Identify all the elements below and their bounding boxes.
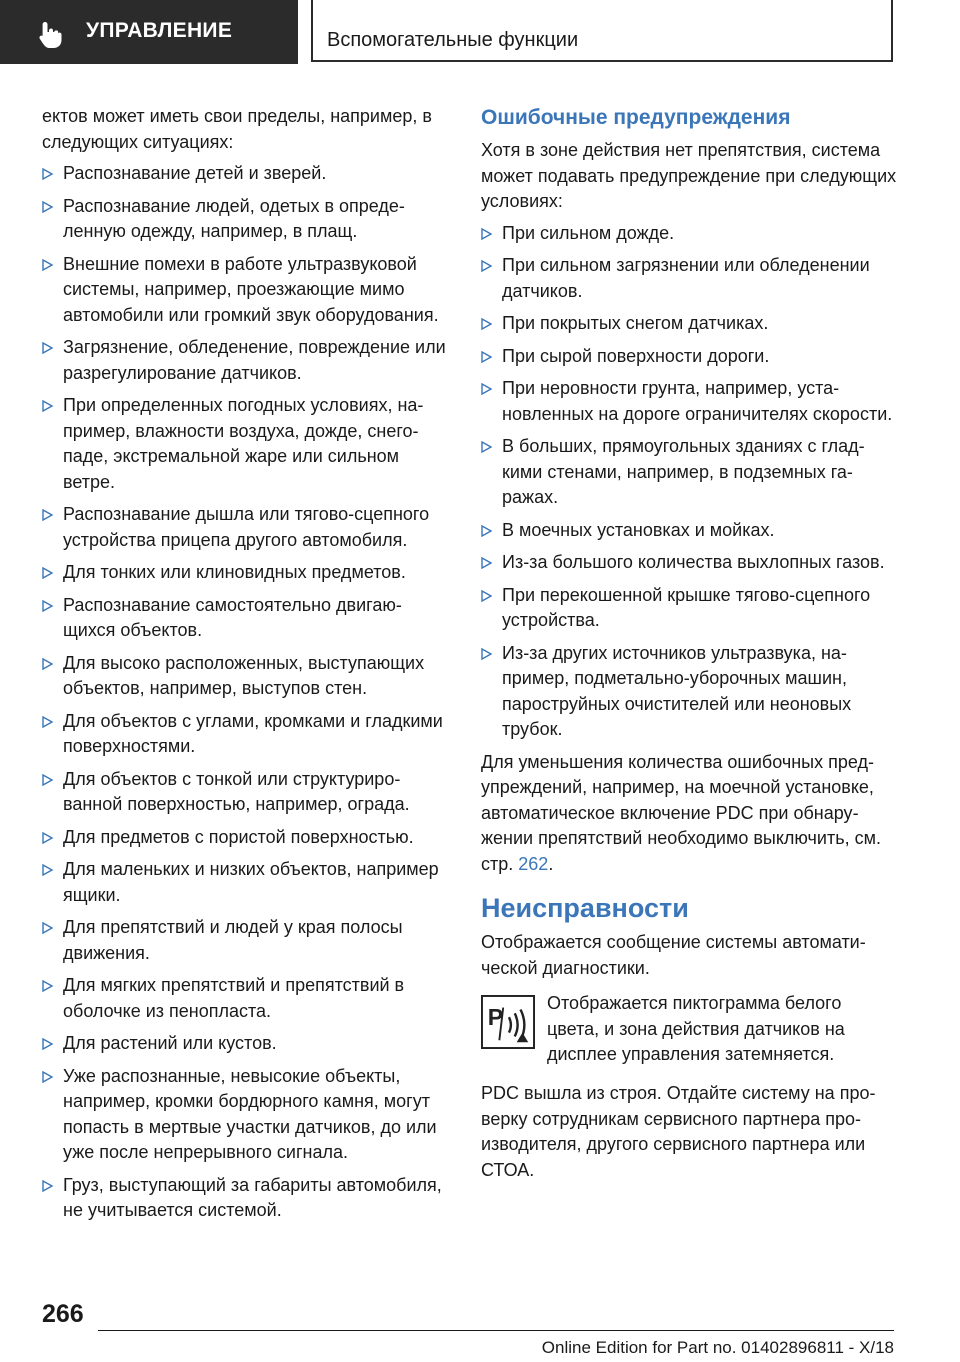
list-item: [481, 518, 897, 544]
pdc-failure-paragraph: PDC вышла из строя. Отдайте систему на проверку сотрудникам сервисного партнера производителя, другого сервисного партнера или СТОА.: [481, 1083, 876, 1180]
page-number: 266: [42, 1300, 84, 1328]
list-item-text: Для предметов с пористой поверхностью.: [63, 826, 414, 847]
triangle-bullet-icon: [42, 1180, 53, 1192]
list-item: [481, 583, 897, 634]
list-item-text: При сырой поверхности дороги.: [502, 345, 770, 366]
triangle-bullet-icon: [42, 600, 53, 612]
pdc-parking-sensor-icon: [481, 995, 535, 1049]
section-tab: [0, 0, 298, 64]
list-item-text: При неровности грунта, например, установленных на дороге ограничителях скорости.: [502, 378, 893, 424]
right-intro: Хотя в зоне действия нет препятствия, система может подавать предупреждение при следующих условиях:: [481, 140, 897, 211]
triangle-bullet-icon: [42, 774, 53, 786]
svg-text:P: P: [487, 1003, 504, 1030]
triangle-bullet-icon: [42, 201, 53, 213]
malfunction-intro: Отображается сообщение системы автоматической диагностики.: [481, 932, 866, 978]
triangle-bullet-icon: [42, 567, 53, 579]
triangle-bullet-icon: [481, 383, 492, 395]
list-item-text: Для объектов с тонкой или структурированной поверхностью, например, ограда.: [63, 768, 410, 814]
list-item: [481, 641, 897, 743]
list-item-text: Для растений или кустов.: [63, 1033, 277, 1053]
footer-divider: [98, 1330, 894, 1331]
list-item-text: Распознавание детей и зверей.: [63, 163, 327, 183]
list-item: [481, 376, 897, 427]
subsection-title: Вспомогательные функции: [327, 29, 579, 51]
list-item: [42, 973, 448, 1024]
pdc-reduce-paragraph: [481, 750, 897, 878]
right-column: [481, 104, 897, 1189]
triangle-bullet-icon: [42, 342, 53, 354]
left-intro: ектов может иметь свои пределы, например, в следующих ситуациях:: [42, 106, 432, 152]
list-item-text: Груз, выступающий за габариты автомобиля, не учитывается системой.: [63, 1174, 442, 1220]
triangle-bullet-icon: [481, 228, 492, 240]
heading-false-warnings: Ошибочные предупреждения: [481, 106, 791, 129]
list-item: [42, 593, 448, 644]
list-item: [42, 161, 448, 187]
triangle-bullet-icon: [481, 351, 492, 363]
list-item-text: При покрытых снегом датчиках.: [502, 313, 769, 333]
page-header: [0, 0, 960, 66]
left-column: [42, 104, 448, 1231]
triangle-bullet-icon: [481, 648, 492, 660]
list-item: [481, 311, 897, 337]
page-link[interactable]: 262: [518, 853, 549, 874]
list-item: [481, 344, 897, 370]
list-item-text: При сильном дожде.: [502, 222, 675, 243]
triangle-bullet-icon: [481, 318, 492, 330]
triangle-bullet-icon: [42, 864, 53, 876]
list-item: [42, 252, 448, 329]
list-item-text: При определенных погодных условиях, например, влажности воздуха, дожде, снегопаде, экстремальной жаре или сильном ветре.: [63, 395, 424, 492]
list-item: [42, 194, 448, 245]
triangle-bullet-icon: [481, 525, 492, 537]
left-bullet-list: [42, 161, 448, 1224]
list-item: [42, 1173, 448, 1224]
triangle-bullet-icon: [481, 441, 492, 453]
list-item: [481, 434, 897, 511]
list-item: [42, 651, 448, 702]
list-item-text: Уже распознанные, невысокие объекты, например, кромки бордюрного камня, могут попасть в мертвые участки датчиков, до или уже после непрерывного сигнала.: [63, 1065, 437, 1162]
triangle-bullet-icon: [42, 658, 53, 670]
heading-malfunctions: Неисправности: [481, 893, 689, 923]
list-item: [481, 253, 897, 304]
list-item: [42, 857, 448, 908]
pdc-reduce-text: Для уменьшения количества ошибочных предупреждений, например, на моечной установке, автоматическое включение PDC при обнаружении препятствий необходимо выключить, см. стр.: [481, 751, 881, 874]
triangle-bullet-icon: [481, 260, 492, 272]
list-item-text: Распознавание самостоятельно двигающихся объектов.: [63, 594, 402, 640]
list-item: [42, 709, 448, 760]
list-item: [42, 825, 448, 851]
list-item-text: В больших, прямоугольных зданиях с гладкими стенами, например, в подземных гаражах.: [502, 436, 865, 507]
list-item-text: Из-за большого количества выхлопных газов.: [502, 552, 885, 572]
list-item-text: При перекошенной крышке тягово-сцепного устройства.: [502, 584, 871, 630]
triangle-bullet-icon: [42, 922, 53, 934]
list-item-text: Распознавание дышла или тягово-сцепного устройства прицепа другого автомобиля.: [63, 504, 430, 550]
triangle-bullet-icon: [42, 509, 53, 521]
triangle-bullet-icon: [481, 557, 492, 569]
list-item-text: Внешние помехи в работе ультразвуковой системы, например, проезжающие мимо автомобили или громкий звук оборудования.: [63, 253, 439, 325]
list-item: [42, 502, 448, 553]
list-item-text: Загрязнение, обледенение, повреждение или разрегулирование датчиков.: [63, 337, 446, 383]
list-item: [42, 767, 448, 818]
pdc-icon-description: Отображается пиктограмма белого цвета, и зона действия датчиков на дисплее управления затемняется.: [547, 993, 845, 1064]
triangle-bullet-icon: [42, 259, 53, 271]
list-item-text: Для объектов с углами, кромками и гладкими поверхностями.: [63, 710, 443, 756]
list-item: [481, 221, 897, 247]
list-item-text: Для маленьких и низких объектов, например ящики.: [63, 859, 439, 905]
triangle-bullet-icon: [42, 716, 53, 728]
triangle-bullet-icon: [481, 590, 492, 602]
triangle-bullet-icon: [42, 980, 53, 992]
list-item-text: Для препятствий и людей у края полосы движения.: [63, 917, 403, 963]
pdc-icon-row: [481, 991, 897, 1071]
list-item: [42, 393, 448, 495]
right-bullet-list: [481, 221, 897, 743]
list-item: [42, 1031, 448, 1057]
triangle-bullet-icon: [42, 168, 53, 180]
list-item: [42, 915, 448, 966]
footer-edition: Online Edition for Part no. 01402896811 - X/18: [541, 1338, 894, 1357]
list-item: [42, 1064, 448, 1166]
list-item-text: Для тонких или клиновидных предметов.: [63, 562, 406, 582]
triangle-bullet-icon: [42, 832, 53, 844]
triangle-bullet-icon: [42, 1071, 53, 1083]
list-item-text: Для высоко расположенных, выступающих объектов, например, выступов стен.: [63, 652, 425, 698]
list-item-text: Распознавание людей, одетых в определенную одежду, например, в плащ.: [63, 195, 405, 241]
list-item-text: При сильном загрязнении или обледенении датчиков.: [502, 255, 870, 301]
list-item-text: В моечных установках и мойках.: [502, 519, 775, 540]
hand-pointer-icon: [36, 20, 66, 50]
list-item-text: Из-за других источников ультразвука, например, подметально-уборочных машин, пароструйных очистителей или неоновых трубок.: [502, 642, 852, 739]
list-item-text: Для мягких препятствий и препятствий в оболочке из пенопласта.: [63, 975, 405, 1021]
list-item: [481, 550, 897, 576]
list-item: [42, 335, 448, 386]
subsection-box: [311, 0, 893, 62]
triangle-bullet-icon: [42, 1038, 53, 1050]
section-title: УПРАВЛЕНИЕ: [86, 19, 233, 42]
pdc-reduce-end: .: [548, 853, 554, 874]
list-item: [42, 560, 448, 586]
triangle-bullet-icon: [42, 400, 53, 412]
